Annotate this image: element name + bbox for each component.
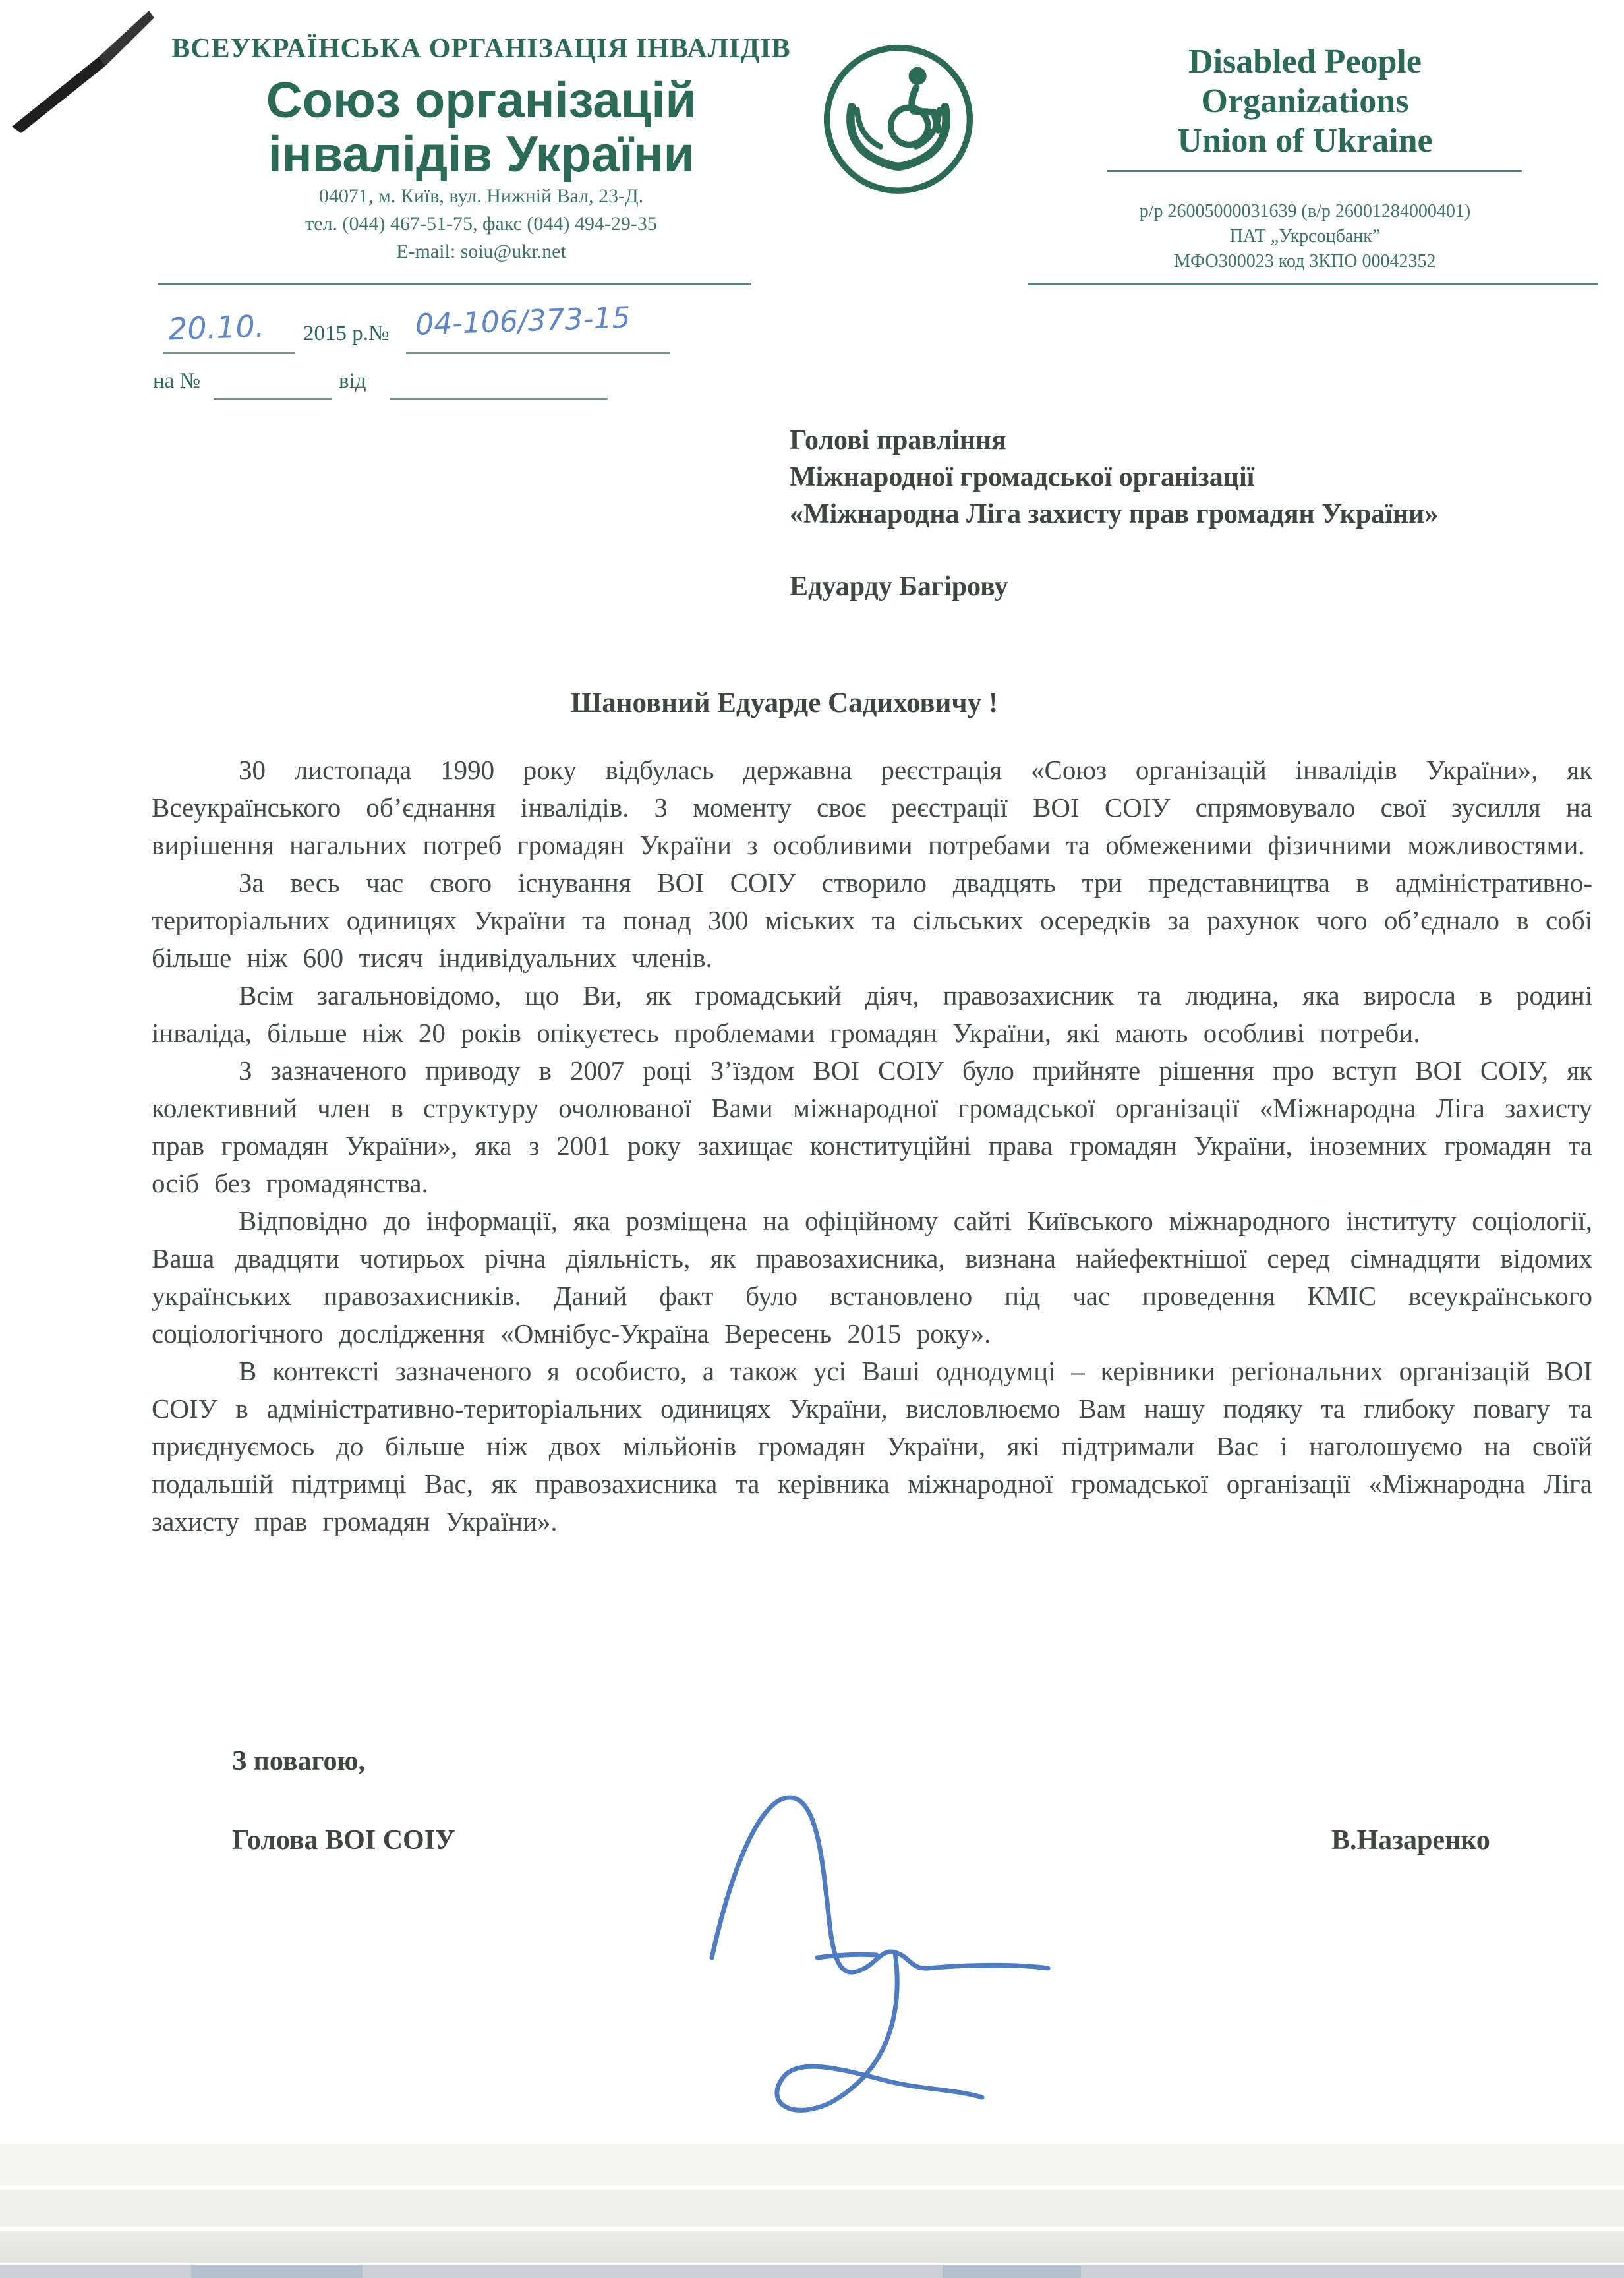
org-logo	[816, 38, 981, 203]
recipient-name: Едуарду Багірову	[790, 571, 1008, 602]
body-paragraph: З зазначеного приводу в 2007 році З’їздом ВОІ СОІУ було прийняте рішення про вступ ВОІ СОІУ, як колективний член в структуру очолюваної Вами міжнародної громадської організації «Міжнародна Ліга захисту прав громадян України», яка з 2001 року захищає конституційні права громадян України, іноземних громадян та осіб без громадянства.	[152, 1055, 1592, 1198]
signer-name: В.Назаренко	[1331, 1825, 1490, 1855]
body-paragraph: 30 листопада 1990 року відбулась державна реєстрація «Союз організацій інвалідів України», як Всеукраїнського об’єднання інвалідів. З моменту своє реєстрації ВОІ СОІУ спрямовувало свої зусилля на вирішення нагальних потреб громадян України з особливими потребами та обмеженими фізичними можливостями.	[152, 755, 1592, 860]
wheelchair-hands-logo-icon	[816, 38, 981, 203]
letterhead-divider-right-top	[1107, 170, 1522, 172]
letterhead-ukrainian-block	[158, 33, 804, 265]
reply-number-underline	[214, 398, 332, 400]
number-underline	[406, 352, 670, 354]
recipient-line: «Міжнародна Ліга захисту прав громадян України»	[790, 499, 1439, 529]
date-underline	[163, 352, 295, 354]
org-name-caps: ВСЕУКРАЇНСЬКА ОРГАНІЗАЦІЯ ІНВАЛІДІВ	[171, 34, 791, 64]
handwritten-doc-number: 04-106/373-15	[415, 301, 631, 342]
org-bank-name: ПАТ „Укрсоцбанк”	[1229, 226, 1381, 247]
body-paragraph: Відповідно до інформації, яка розміщена на офіційному сайті Київського міжнародного інституту соціології, Ваша двадцяти чотирьох річна діяльність, як правозахисника, визнана найефектнішої серед сімнадцяти відомих українських правозахисників. Даний факт було встановлено під час проведення КМІС всеукраїнського соціологічного дослідження «Омнібус-Україна Вересень 2015 року».	[152, 1206, 1592, 1349]
body-paragraph: За весь час свого існування ВОІ СОІУ створило двадцять три представництва в адміністративно-територіальних одиницях України та понад 300 міських та сільських осередків за рахунок чого об’єднало в собі більше ніж 600 тисяч індивідуальних членів.	[152, 867, 1592, 973]
reply-to-number-label: на №	[153, 369, 201, 393]
org-email: E-mail: soiu@ukr.net	[396, 241, 566, 262]
reply-from-date-label: від	[339, 369, 366, 393]
letter-body	[152, 751, 1592, 1540]
printed-date-label: 2015 р.№	[303, 322, 390, 345]
reply-date-underline	[390, 398, 608, 400]
body-paragraph: В контексті зазначеного я особисто, а також усі Ваші однодумці – керівники регіональних організацій ВОІ СОІУ в адміністративно-територіальних одиницях України, висловлюємо Вам нашу подяку та глибоку повагу та приєднуємось до більше ніж двох мільйонів громадян України, які підтримали Вас і наголошуємо на своїй подальшій підтримці Вас, як правозахисника та керівника міжнародної громадської організації «Міжнародна Ліга захисту прав громадян України».	[152, 1356, 1592, 1536]
scan-artifact-band	[0, 2190, 1624, 2227]
letterhead-english-block	[1015, 42, 1595, 274]
closing-regards: З повагою,	[232, 1746, 366, 1776]
scan-artifact-band-segment	[942, 2265, 1081, 2278]
recipient-line: Голові правління	[790, 425, 1006, 455]
signature-image	[613, 1760, 1114, 2129]
signer-position: Голова ВОІ СОІУ	[232, 1825, 455, 1855]
org-name-en-line3: Union of Ukraine	[1177, 122, 1433, 160]
scan-artifact-band	[0, 2231, 1624, 2263]
org-name-en-line2: Organizations	[1201, 82, 1409, 120]
letterhead-divider-right-bottom	[1028, 283, 1598, 285]
handwritten-date: 20.10.	[167, 308, 266, 347]
org-bank-account: р/р 26005000031639 (в/р 26001284000401)	[1139, 201, 1471, 221]
scan-artifact-band-segment	[191, 2265, 362, 2278]
org-title-line2: інвалідів України	[268, 127, 695, 183]
letterhead-divider-left	[158, 283, 751, 285]
recipient-block	[790, 422, 1438, 605]
org-name-en-line1: Disabled People	[1188, 43, 1422, 80]
org-address: 04071, м. Київ, вул. Нижній Вал, 23-Д.	[318, 185, 644, 207]
org-title-line1: Союз організацій	[266, 73, 697, 129]
recipient-line: Міжнародної громадської організації	[790, 462, 1255, 492]
salutation: Шановний Едуарде Садиховичу !	[571, 687, 999, 718]
body-paragraph: Всім загальновідомо, що Ви, як громадський діяч, правозахисник та людина, яка виросла в родині інваліда, більше ніж 20 років опікуєтесь проблемами громадян України, які мають особливі потреби.	[152, 980, 1592, 1048]
org-bank-codes: МФО300023 код ЗКПО 00042352	[1174, 251, 1436, 272]
org-phones: тел. (044) 467-51-75, факс (044) 494-29-35	[305, 213, 657, 235]
scan-artifact-band	[0, 2144, 1624, 2186]
